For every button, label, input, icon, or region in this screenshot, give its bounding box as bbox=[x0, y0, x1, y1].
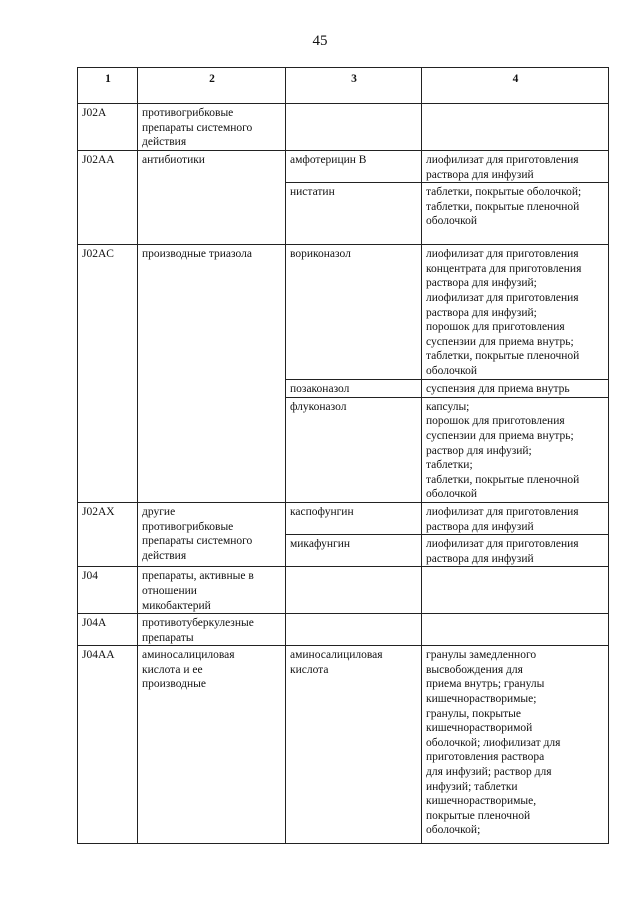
header-col-2: 2 bbox=[138, 68, 286, 104]
atc-code: J02AA bbox=[78, 151, 138, 245]
atc-code: J04AA bbox=[78, 646, 138, 844]
dosage-form: лиофилизат для приготовления концентрата для приготовления раствора для инфузий; лиофилизат для приготовления раствора для инфузий; порошок для приготовления суспензии для приема внутрь; таблетки, покрытые пленочной оболочкой bbox=[422, 245, 609, 380]
drug-name: вориконазол bbox=[286, 245, 422, 380]
dosage-form bbox=[422, 614, 609, 646]
drug-name: каспофунгин bbox=[286, 502, 422, 534]
drug-name: позаконазол bbox=[286, 380, 422, 398]
header-row bbox=[78, 68, 609, 104]
group-name: противогрибковые препараты системного действия bbox=[138, 104, 286, 151]
group-name: антибиотики bbox=[138, 151, 286, 245]
drug-name: флуконазол bbox=[286, 397, 422, 502]
dosage-form: гранулы замедленного высвобождения для приема внутрь; гранулы кишечнорастворимые; гранулы, покрытые кишечнорастворимой оболочкой; лиофилизат для приготовления раствора для инфузий; раствор для инфузий; таблетки кишечнорастворимые, покрытые пленочной оболочкой; bbox=[422, 646, 609, 844]
dosage-form: лиофилизат для приготовления раствора для инфузий bbox=[422, 151, 609, 183]
page-number: 45 bbox=[312, 33, 328, 49]
header-col-4: 4 bbox=[422, 68, 609, 104]
table-row bbox=[78, 104, 609, 151]
dosage-form: капсулы; порошок для приготовления суспензии для приема внутрь; раствор для инфузий; таблетки; таблетки, покрытые пленочной оболочкой bbox=[422, 397, 609, 502]
dosage-form bbox=[422, 104, 609, 151]
dosage-form: суспензия для приема внутрь bbox=[422, 380, 609, 398]
header-col-1: 1 bbox=[78, 68, 138, 104]
atc-code: J04A bbox=[78, 614, 138, 646]
drug-name: амфотерицин В bbox=[286, 151, 422, 183]
drug-name bbox=[286, 614, 422, 646]
drug-name: нистатин bbox=[286, 183, 422, 245]
group-name: противотуберкулезные препараты bbox=[138, 614, 286, 646]
table-row bbox=[78, 502, 609, 534]
drug-table bbox=[77, 67, 609, 844]
dosage-form bbox=[422, 567, 609, 614]
dosage-form: лиофилизат для приготовления раствора для инфузий bbox=[422, 502, 609, 534]
dosage-form: лиофилизат для приготовления раствора для инфузий bbox=[422, 535, 609, 567]
header-col-3: 3 bbox=[286, 68, 422, 104]
atc-code: J04 bbox=[78, 567, 138, 614]
table-row bbox=[78, 614, 609, 646]
atc-code: J02A bbox=[78, 104, 138, 151]
group-name: препараты, активные в отношении микобактерий bbox=[138, 567, 286, 614]
drug-name bbox=[286, 104, 422, 151]
table-row bbox=[78, 245, 609, 380]
dosage-form: таблетки, покрытые оболочкой; таблетки, покрытые пленочной оболочкой bbox=[422, 183, 609, 245]
table-row bbox=[78, 151, 609, 183]
drug-name: микафунгин bbox=[286, 535, 422, 567]
group-name: аминосалициловая кислота и ее производные bbox=[138, 646, 286, 844]
group-name: другие противогрибковые препараты системного действия bbox=[138, 502, 286, 566]
atc-code: J02AC bbox=[78, 245, 138, 503]
group-name: производные триазола bbox=[138, 245, 286, 503]
atc-code: J02AX bbox=[78, 502, 138, 566]
drug-name bbox=[286, 567, 422, 614]
table-row bbox=[78, 567, 609, 614]
drug-name: аминосалициловая кислота bbox=[286, 646, 422, 844]
table-row bbox=[78, 646, 609, 844]
